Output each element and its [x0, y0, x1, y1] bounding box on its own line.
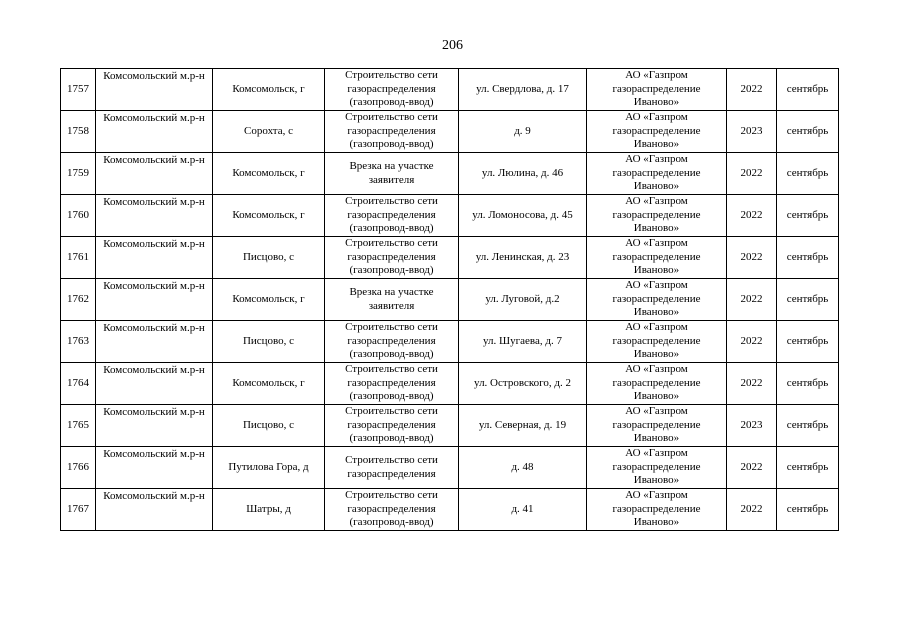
address: ул. Островского, д. 2: [459, 363, 587, 405]
organization: АО «Газпром газораспределение Иваново»: [587, 279, 727, 321]
locality: Шатры, д: [213, 489, 325, 531]
district: Комсомольский м.р-н: [96, 153, 213, 195]
month: сентябрь: [777, 363, 839, 405]
year: 2022: [727, 69, 777, 111]
district: Комсомольский м.р-н: [96, 447, 213, 489]
address: ул. Луговой, д.2: [459, 279, 587, 321]
month: сентябрь: [777, 111, 839, 153]
row-number: 1760: [61, 195, 96, 237]
month: сентябрь: [777, 447, 839, 489]
month: сентябрь: [777, 489, 839, 531]
table-row: [61, 447, 839, 489]
year: 2023: [727, 111, 777, 153]
locality: Путилова Гора, д: [213, 447, 325, 489]
locality: Комсомольск, г: [213, 69, 325, 111]
organization: АО «Газпром газораспределение Иваново»: [587, 195, 727, 237]
organization: АО «Газпром газораспределение Иваново»: [587, 363, 727, 405]
table-row: [61, 363, 839, 405]
year: 2022: [727, 279, 777, 321]
table-row: [61, 195, 839, 237]
address: ул. Северная, д. 19: [459, 405, 587, 447]
work-type: Строительство сети газораспределения (газопровод-ввод): [325, 363, 459, 405]
year: 2022: [727, 195, 777, 237]
address: ул. Люлина, д. 46: [459, 153, 587, 195]
table-row: [61, 111, 839, 153]
row-number: 1767: [61, 489, 96, 531]
address: д. 48: [459, 447, 587, 489]
address: ул. Ленинская, д. 23: [459, 237, 587, 279]
work-type: Строительство сети газораспределения (газопровод-ввод): [325, 195, 459, 237]
district: Комсомольский м.р-н: [96, 279, 213, 321]
organization: АО «Газпром газораспределение Иваново»: [587, 69, 727, 111]
organization: АО «Газпром газораспределение Иваново»: [587, 237, 727, 279]
organization: АО «Газпром газораспределение Иваново»: [587, 111, 727, 153]
year: 2022: [727, 237, 777, 279]
address: д. 9: [459, 111, 587, 153]
district: Комсомольский м.р-н: [96, 321, 213, 363]
year: 2022: [727, 489, 777, 531]
work-type: Строительство сети газораспределения (газопровод-ввод): [325, 69, 459, 111]
locality: Сорохта, с: [213, 111, 325, 153]
work-type: Строительство сети газораспределения (газопровод-ввод): [325, 321, 459, 363]
locality: Писцово, с: [213, 405, 325, 447]
page-number: 206: [442, 38, 463, 53]
organization: АО «Газпром газораспределение Иваново»: [587, 153, 727, 195]
address: ул. Шугаева, д. 7: [459, 321, 587, 363]
address: ул. Свердлова, д. 17: [459, 69, 587, 111]
row-number: 1762: [61, 279, 96, 321]
year: 2022: [727, 153, 777, 195]
month: сентябрь: [777, 237, 839, 279]
month: сентябрь: [777, 321, 839, 363]
organization: АО «Газпром газораспределение Иваново»: [587, 405, 727, 447]
table-body: [61, 69, 839, 531]
month: сентябрь: [777, 405, 839, 447]
year: 2022: [727, 363, 777, 405]
table-row: [61, 321, 839, 363]
month: сентябрь: [777, 279, 839, 321]
locality: Писцово, с: [213, 321, 325, 363]
locality: Комсомольск, г: [213, 279, 325, 321]
table-row: [61, 279, 839, 321]
row-number: 1764: [61, 363, 96, 405]
work-type: Врезка на участке заявителя: [325, 279, 459, 321]
work-type: Строительство сети газораспределения: [325, 447, 459, 489]
address: ул. Ломоносова, д. 45: [459, 195, 587, 237]
table-row: [61, 237, 839, 279]
district: Комсомольский м.р-н: [96, 69, 213, 111]
district: Комсомольский м.р-н: [96, 489, 213, 531]
year: 2022: [727, 321, 777, 363]
month: сентябрь: [777, 195, 839, 237]
organization: АО «Газпром газораспределение Иваново»: [587, 321, 727, 363]
district: Комсомольский м.р-н: [96, 111, 213, 153]
row-number: 1757: [61, 69, 96, 111]
district: Комсомольский м.р-н: [96, 405, 213, 447]
month: сентябрь: [777, 69, 839, 111]
district: Комсомольский м.р-н: [96, 237, 213, 279]
work-type: Строительство сети газораспределения (газопровод-ввод): [325, 405, 459, 447]
row-number: 1759: [61, 153, 96, 195]
row-number: 1765: [61, 405, 96, 447]
row-number: 1763: [61, 321, 96, 363]
month: сентябрь: [777, 153, 839, 195]
work-type: Строительство сети газораспределения (газопровод-ввод): [325, 237, 459, 279]
work-type: Врезка на участке заявителя: [325, 153, 459, 195]
organization: АО «Газпром газораспределение Иваново»: [587, 489, 727, 531]
year: 2022: [727, 447, 777, 489]
row-number: 1758: [61, 111, 96, 153]
table-row: [61, 405, 839, 447]
table-row: [61, 69, 839, 111]
locality: Комсомольск, г: [213, 363, 325, 405]
district: Комсомольский м.р-н: [96, 363, 213, 405]
address: д. 41: [459, 489, 587, 531]
year: 2023: [727, 405, 777, 447]
locality: Комсомольск, г: [213, 195, 325, 237]
organization: АО «Газпром газораспределение Иваново»: [587, 447, 727, 489]
row-number: 1761: [61, 237, 96, 279]
work-type: Строительство сети газораспределения (газопровод-ввод): [325, 111, 459, 153]
district: Комсомольский м.р-н: [96, 195, 213, 237]
table-row: [61, 489, 839, 531]
table-row: [61, 153, 839, 195]
row-number: 1766: [61, 447, 96, 489]
locality: Писцово, с: [213, 237, 325, 279]
gas-connection-table: [60, 68, 839, 531]
locality: Комсомольск, г: [213, 153, 325, 195]
work-type: Строительство сети газораспределения (газопровод-ввод): [325, 489, 459, 531]
